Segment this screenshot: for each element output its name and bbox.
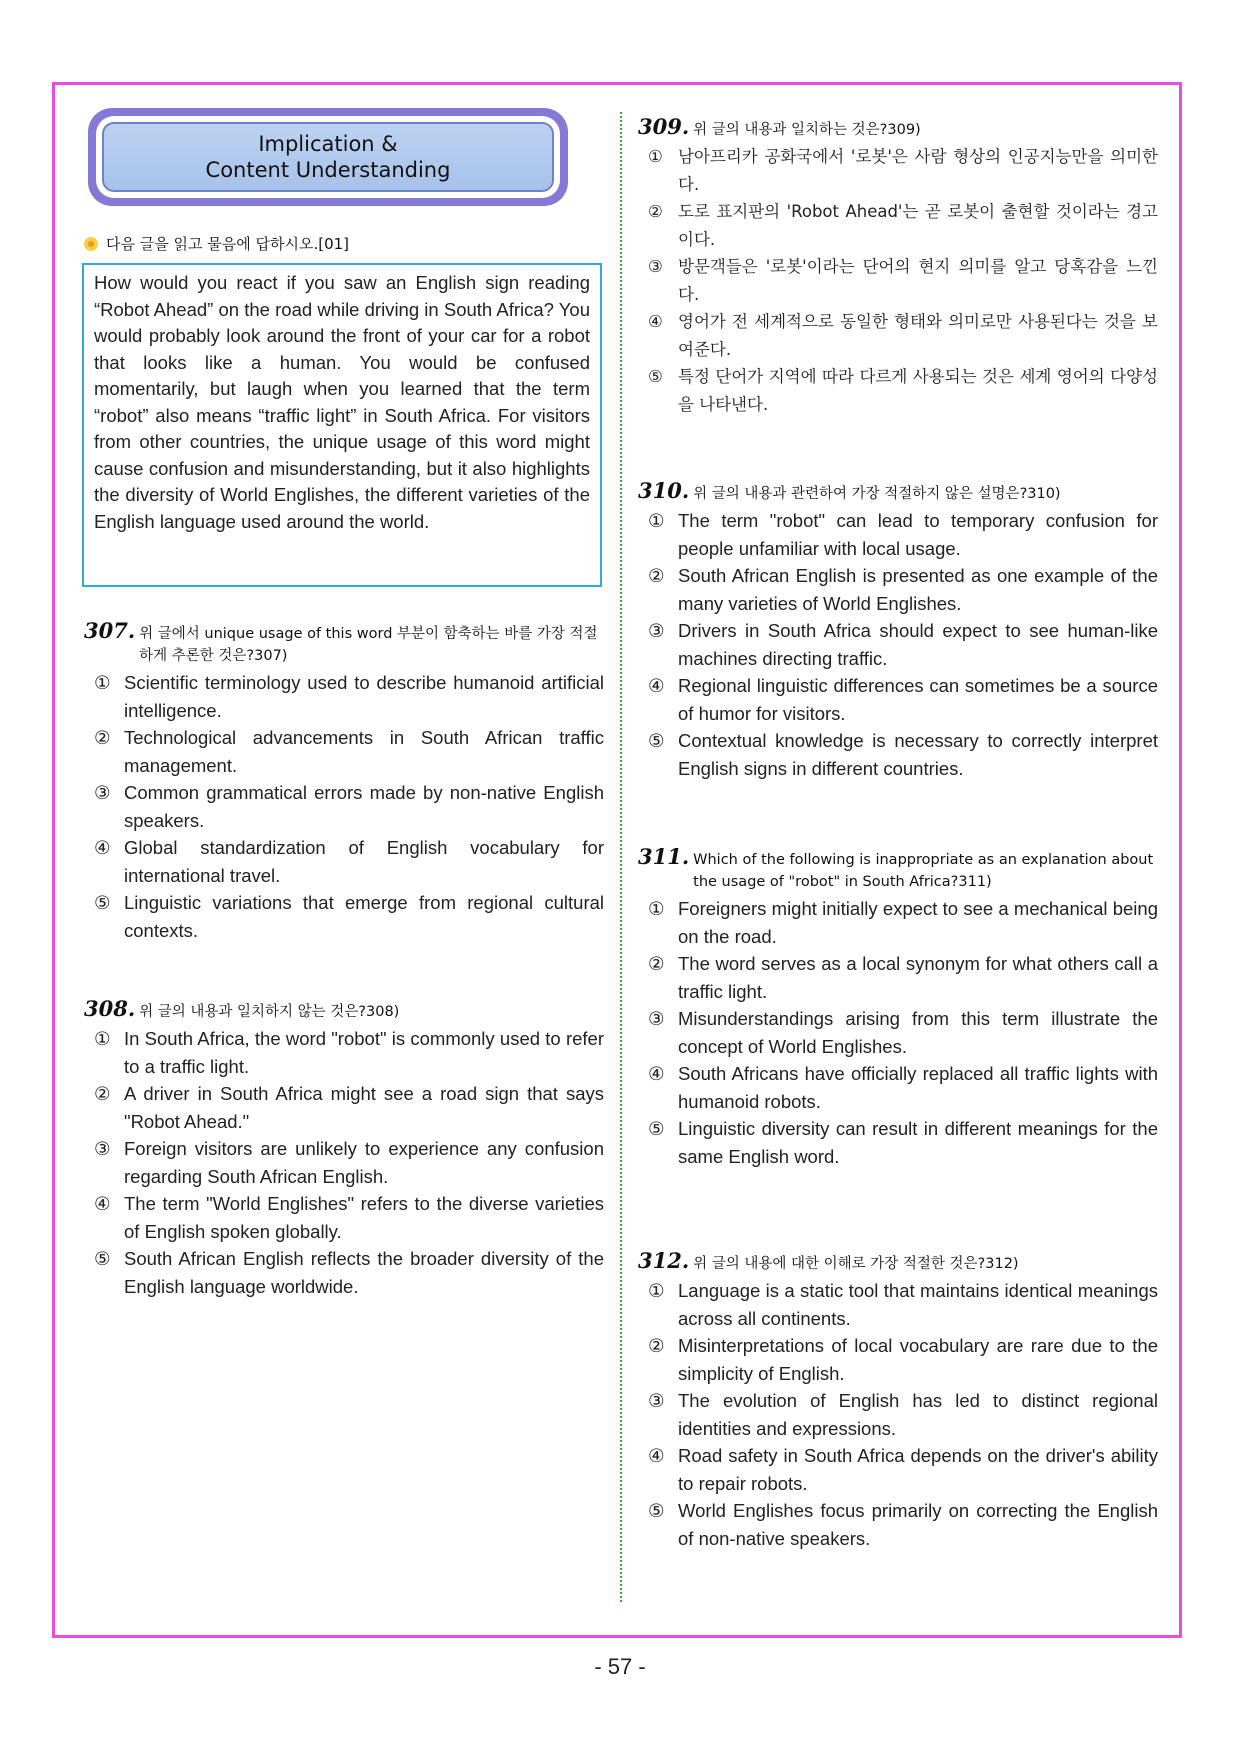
- option-text: Language is a static tool that maintains identical meanings across all continents.: [678, 1280, 1158, 1329]
- title-ring: [96, 116, 560, 198]
- question-308: [84, 996, 604, 1300]
- option-text: Misinterpretations of local vocabulary are rare due to the simplicity of English.: [678, 1335, 1158, 1384]
- option-2[interactable]: [638, 950, 1158, 1005]
- question-number: 311.: [638, 844, 690, 869]
- option-3[interactable]: [638, 253, 1158, 308]
- option-3[interactable]: [638, 1387, 1158, 1442]
- option-3[interactable]: [638, 617, 1158, 672]
- option-text: Misunderstandings arising from this term illustrate the concept of World Englishes.: [678, 1008, 1158, 1057]
- option-text: Global standardization of English vocabulary for international travel.: [124, 837, 604, 886]
- option-1[interactable]: [638, 507, 1158, 562]
- option-text: Regional linguistic differences can sometimes be a source of humor for visitors.: [678, 675, 1158, 724]
- question-text: 위 글의 내용과 일치하지 않는 것은?308): [139, 1004, 400, 1020]
- option-marker: ⑤: [94, 892, 111, 913]
- option-4[interactable]: [84, 1190, 604, 1245]
- options-list: [638, 895, 1158, 1170]
- option-text: 특정 단어가 지역에 따라 다르게 사용되는 것은 세계 영어의 다양성을 나타낸다.: [678, 367, 1158, 414]
- question-text: 위 글에서 unique usage of this word 부분이 함축하는 바를 가장 적절하게 추론한 것은?307): [139, 626, 598, 664]
- question-header: [84, 996, 604, 1023]
- question-number: 312.: [638, 1248, 690, 1273]
- question-number: 308.: [84, 996, 136, 1021]
- option-4[interactable]: [638, 1442, 1158, 1497]
- option-text: 방문객들은 '로봇'이라는 단어의 현지 의미를 알고 당혹감을 느낀다.: [678, 257, 1158, 304]
- option-text: The evolution of English has led to distinct regional identities and expressions.: [678, 1390, 1158, 1439]
- option-text: A driver in South Africa might see a road sign that says "Robot Ahead.": [124, 1083, 604, 1132]
- option-text: 도로 표지판의 'Robot Ahead'는 곧 로봇이 출현할 것이라는 경고이다.: [678, 202, 1158, 249]
- option-text: The term "World Englishes" refers to the diverse varieties of English spoken globally.: [124, 1193, 604, 1242]
- option-marker: ④: [648, 1063, 665, 1084]
- option-marker: ②: [648, 1335, 665, 1356]
- option-marker: ①: [94, 1028, 111, 1049]
- option-text: World Englishes focus primarily on correcting the English of non-native speakers.: [678, 1500, 1158, 1549]
- option-text: South African English is presented as one example of the many varieties of World Englishes.: [678, 565, 1158, 614]
- option-text: 남아프리카 공화국에서 '로봇'은 사람 형상의 인공지능만을 의미한다.: [678, 147, 1158, 194]
- option-marker: ②: [648, 953, 665, 974]
- option-5[interactable]: [638, 727, 1158, 782]
- option-text: Linguistic diversity can result in different meanings for the same English word.: [678, 1118, 1158, 1167]
- option-5[interactable]: [84, 889, 604, 944]
- question-number: 310.: [638, 478, 690, 503]
- option-text: South African English reflects the broader diversity of the English language worldwide.: [124, 1248, 604, 1297]
- option-marker: ④: [94, 1193, 111, 1214]
- option-4[interactable]: [638, 672, 1158, 727]
- section-title-badge: [88, 108, 568, 206]
- option-text: Scientific terminology used to describe humanoid artificial intelligence.: [124, 672, 604, 721]
- option-text: In South Africa, the word "robot" is commonly used to refer to a traffic light.: [124, 1028, 604, 1077]
- option-marker: ⑤: [648, 367, 663, 386]
- option-5[interactable]: [638, 1115, 1158, 1170]
- option-marker: ④: [648, 1445, 665, 1466]
- option-2[interactable]: [84, 724, 604, 779]
- question-311: [638, 844, 1158, 1170]
- question-text: Which of the following is inappropriate as an explanation about the usage of "robot" in South Africa?311): [693, 852, 1154, 890]
- option-marker: ③: [648, 620, 665, 641]
- instruction: [84, 233, 349, 254]
- option-4[interactable]: [638, 308, 1158, 363]
- option-marker: ③: [648, 1008, 665, 1029]
- option-marker: ③: [94, 782, 111, 803]
- option-text: The word serves as a local synonym for what others call a traffic light.: [678, 953, 1158, 1002]
- option-5[interactable]: [84, 1245, 604, 1300]
- option-1[interactable]: [638, 895, 1158, 950]
- option-marker: ②: [94, 727, 111, 748]
- question-307: [84, 618, 604, 944]
- option-text: Foreigners might initially expect to see a mechanical being on the road.: [678, 898, 1158, 947]
- option-1[interactable]: [84, 669, 604, 724]
- options-list: [84, 669, 604, 944]
- option-2[interactable]: [638, 1332, 1158, 1387]
- option-text: Technological advancements in South African traffic management.: [124, 727, 604, 776]
- option-marker: ②: [648, 565, 665, 586]
- option-marker: ①: [648, 510, 665, 531]
- options-list: [638, 507, 1158, 782]
- option-marker: ②: [94, 1083, 111, 1104]
- option-2[interactable]: [638, 198, 1158, 253]
- question-header: [638, 844, 1158, 893]
- option-4[interactable]: [84, 834, 604, 889]
- option-text: South Africans have officially replaced all traffic lights with humanoid robots.: [678, 1063, 1158, 1112]
- option-1[interactable]: [638, 143, 1158, 198]
- option-marker: ⑤: [648, 1500, 665, 1521]
- option-4[interactable]: [638, 1060, 1158, 1115]
- question-text: 위 글의 내용에 대한 이해로 가장 적절한 것은?312): [693, 1256, 1019, 1272]
- option-marker: ③: [94, 1138, 111, 1159]
- question-text: 위 글의 내용과 일치하는 것은?309): [693, 122, 921, 138]
- question-310: [638, 478, 1158, 782]
- column-divider: [620, 112, 622, 1602]
- option-marker: ④: [94, 837, 111, 858]
- option-text: Foreign visitors are unlikely to experience any confusion regarding South African English.: [124, 1138, 604, 1187]
- option-5[interactable]: [638, 363, 1158, 418]
- options-list: [638, 1277, 1158, 1552]
- instruction-text: 다음 글을 읽고 물음에 답하시오.[01]: [106, 235, 350, 253]
- option-2[interactable]: [638, 562, 1158, 617]
- option-marker: ⑤: [94, 1248, 111, 1269]
- option-marker: ③: [648, 257, 663, 276]
- option-1[interactable]: [84, 1025, 604, 1080]
- option-marker: ②: [648, 202, 663, 221]
- question-text: 위 글의 내용과 관련하여 가장 적절하지 않은 설명은?310): [693, 486, 1061, 502]
- title-line-1: Implication &: [258, 132, 398, 156]
- question-number: 307.: [84, 618, 136, 643]
- option-marker: ①: [648, 898, 665, 919]
- options-list: [638, 143, 1158, 418]
- option-text: 영어가 전 세계적으로 동일한 형태와 의미로만 사용된다는 것을 보여준다.: [678, 312, 1158, 359]
- option-marker: ③: [648, 1390, 665, 1411]
- option-marker: ①: [648, 1280, 665, 1301]
- option-marker: ⑤: [648, 1118, 665, 1139]
- page-number: - 57 -: [594, 1654, 646, 1679]
- option-text: Common grammatical errors made by non-native English speakers.: [124, 782, 604, 831]
- option-text: Linguistic variations that emerge from regional cultural contexts.: [124, 892, 604, 941]
- flower-icon: [84, 237, 98, 251]
- option-3[interactable]: [84, 779, 604, 834]
- question-309: [638, 114, 1158, 418]
- option-text: Contextual knowledge is necessary to correctly interpret English signs in different countries.: [678, 730, 1158, 779]
- option-1[interactable]: [638, 1277, 1158, 1332]
- option-3[interactable]: [638, 1005, 1158, 1060]
- option-text: Road safety in South Africa depends on the driver's ability to repair robots.: [678, 1445, 1158, 1494]
- option-marker: ①: [648, 147, 663, 166]
- option-marker: ④: [648, 675, 665, 696]
- reading-passage: How would you react if you saw an English sign reading “Robot Ahead” on the road while driving in South Africa? You would probably look around the front of your car for a robot that looks like a human. You would be confused momentarily, but laugh when you learned that the term “robot” also means “traffic light” in South Africa. For visitors from other countries, the unique usage of this word might cause confusion and misunderstanding, but it also highlights the diversity of World Englishes, the different varieties of the English language used around the world.: [82, 263, 602, 587]
- question-header: [638, 114, 1158, 141]
- option-2[interactable]: [84, 1080, 604, 1135]
- option-text: The term "robot" can lead to temporary confusion for people unfamiliar with local usage.: [678, 510, 1158, 559]
- option-text: Drivers in South Africa should expect to see human-like machines directing traffic.: [678, 620, 1158, 669]
- question-header: [638, 1248, 1158, 1275]
- question-number: 309.: [638, 114, 690, 139]
- option-marker: ①: [94, 672, 111, 693]
- question-header: [84, 618, 604, 667]
- options-list: [84, 1025, 604, 1300]
- option-3[interactable]: [84, 1135, 604, 1190]
- option-marker: ④: [648, 312, 663, 331]
- option-5[interactable]: [638, 1497, 1158, 1552]
- title-inner: [102, 122, 554, 192]
- option-marker: ⑤: [648, 730, 665, 751]
- question-312: [638, 1248, 1158, 1552]
- question-header: [638, 478, 1158, 505]
- title-line-2: Content Understanding: [205, 158, 451, 182]
